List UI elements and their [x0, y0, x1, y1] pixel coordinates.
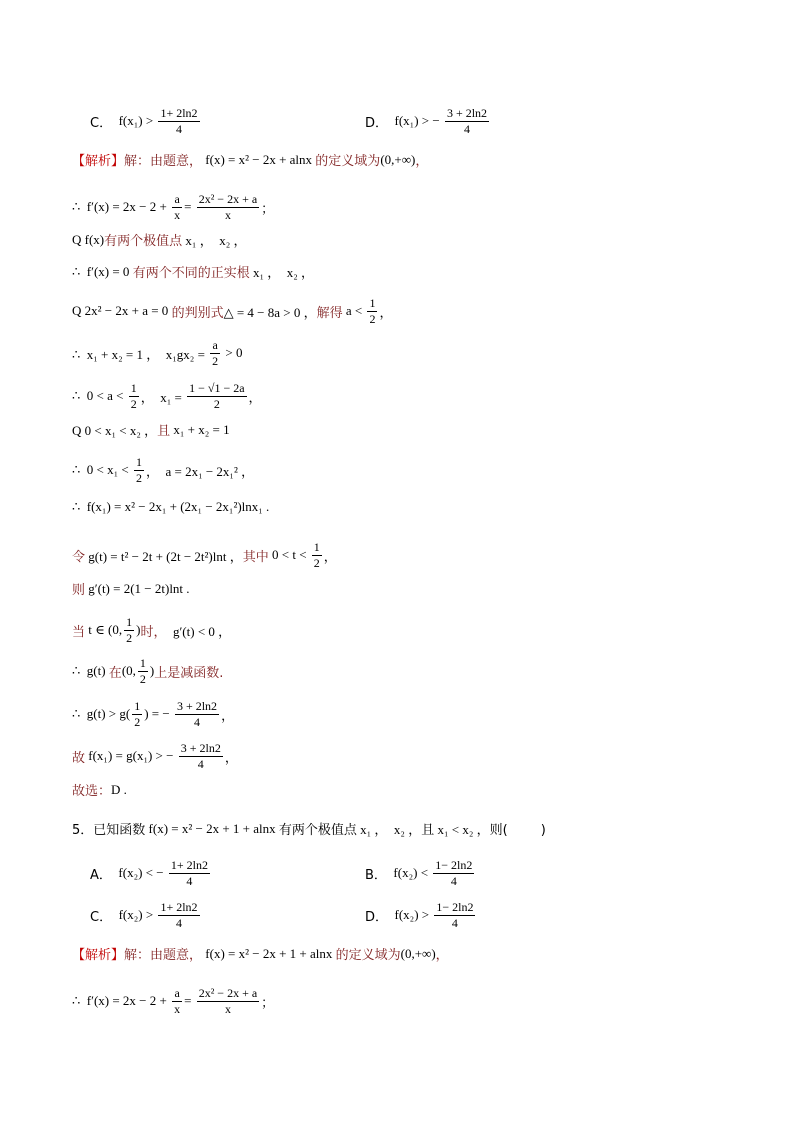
text-segment: 的定义域为 — [335, 948, 401, 963]
text-segment: △ = 4 − 8a > 0 ， — [223, 304, 317, 320]
text-line-l23 — [72, 987, 274, 1015]
text-segment: 解：由题意， — [124, 154, 203, 169]
text-segment: 有两个不同的正实根 — [132, 266, 250, 281]
text-segment: ∴ f(x₁) = x² − 2x₁ + (2x₁ − 2x₁²)lnx₁ . — [72, 499, 270, 514]
text-segment: 有两个极值点 — [104, 234, 183, 249]
text-segment: g′(t) < 0 ， — [166, 623, 232, 639]
fraction-numerator: 1 — [369, 296, 376, 310]
text-segment: 且 — [157, 424, 171, 439]
fraction-numerator: 1+ 2ln2 — [160, 106, 198, 120]
text-segment: 有两个极值点 — [278, 823, 357, 838]
fraction — [172, 987, 182, 1015]
text-segment: = — [184, 993, 195, 1009]
text-segment: ∴ f′(x) = 2x − 2 + — [72, 993, 171, 1009]
text-line-l10 — [72, 456, 254, 484]
fraction-numerator: 3 + 2ln2 — [176, 699, 218, 713]
fraction — [158, 901, 199, 929]
text-line-l21 — [90, 901, 202, 929]
fraction-numerator: a — [174, 986, 180, 1000]
text-segment: 其中 — [242, 549, 269, 565]
fraction-numerator: 1 — [313, 540, 320, 554]
text-segment: 解：由题意， — [124, 948, 203, 963]
text-segment: x₁ < x₂ ， — [434, 822, 490, 837]
fraction-numerator: 3 + 2ln2 — [180, 741, 221, 755]
text-segment: D . — [111, 781, 127, 797]
fraction — [158, 107, 199, 135]
fraction-numerator: 1 — [134, 699, 141, 713]
text-segment: ， — [248, 390, 262, 406]
text-segment: ∴ 0 < x₁ < — [72, 462, 132, 478]
text-segment: (0, — [121, 663, 136, 679]
text-segment: ) = − — [144, 706, 173, 722]
fraction — [434, 901, 475, 929]
text-line-l7 — [72, 339, 243, 367]
fraction — [134, 456, 144, 484]
text-segment: ， a = 2x₁ − 2x₁² ， — [145, 463, 255, 479]
text-segment: f(x₂) > — [388, 907, 433, 923]
text-line-l14 — [72, 616, 231, 644]
fraction-denominator: 2 — [369, 311, 376, 326]
fraction-denominator: x — [174, 1001, 181, 1016]
text-line-l15 — [72, 657, 223, 685]
fraction-denominator: 2 — [130, 396, 137, 411]
text-segment: g′(t) = 2(1 − 2t)lnt . — [85, 580, 190, 596]
fraction — [312, 541, 322, 569]
text-segment: Q 2x² − 2x + a = 0 — [72, 303, 172, 319]
text-segment: ) — [149, 663, 155, 679]
text-line-l17 — [72, 742, 238, 770]
fraction — [132, 700, 142, 728]
text-segment: ∴ g(t) > g( — [72, 706, 131, 722]
fraction-numerator: 1 — [139, 656, 146, 670]
fraction-denominator: x — [224, 1001, 231, 1016]
fraction — [179, 742, 223, 770]
text-line-l2 — [72, 150, 428, 169]
text-segment: ， x₁ = — [140, 389, 186, 405]
fraction-denominator: 2 — [313, 555, 320, 570]
fraction — [124, 616, 134, 644]
text-segment: 【解析】 — [72, 948, 125, 963]
text-segment: D． — [365, 909, 389, 925]
fraction — [367, 297, 377, 325]
text-segment: a < — [342, 303, 366, 319]
fraction-denominator: 4 — [464, 121, 470, 136]
fraction — [169, 859, 210, 887]
text-line-l21b — [365, 901, 477, 929]
fraction-numerator: 2x² − 2x + a — [198, 192, 258, 206]
text-segment: ， — [379, 305, 393, 321]
fraction-numerator: a — [174, 192, 180, 206]
fraction-denominator: 4 — [451, 915, 458, 930]
text-segment: 当 — [72, 624, 86, 640]
fraction — [197, 987, 259, 1015]
text-segment: ； — [261, 995, 275, 1011]
text-segment: ， — [221, 708, 235, 724]
text-segment: C． — [90, 115, 113, 131]
text-segment: 在 — [108, 665, 122, 681]
text-line-l8 — [72, 382, 262, 410]
fraction-numerator: 1 — [126, 615, 133, 629]
fraction-denominator: 4 — [175, 915, 182, 930]
text-segment: ； — [261, 201, 275, 217]
fraction-denominator: 4 — [197, 756, 204, 771]
text-segment: 令 — [72, 549, 86, 565]
text-line-l19 — [72, 819, 546, 838]
text-segment: 则( ) — [489, 823, 546, 838]
fraction-denominator: 4 — [186, 873, 193, 888]
text-segment: x₁ ， x₂ ， — [356, 822, 422, 837]
text-segment: f(x₁) > − — [388, 113, 443, 129]
text-segment: 0 < t < — [268, 547, 310, 563]
fraction-denominator: 2 — [135, 470, 142, 485]
text-line-l20b — [365, 859, 476, 887]
text-segment: ， — [415, 154, 429, 169]
text-line-l4 — [72, 230, 246, 249]
text-segment: 的判别式 — [171, 305, 224, 321]
fraction-denominator: 2 — [213, 396, 220, 411]
fraction-numerator: 1− 2ln2 — [435, 858, 473, 872]
text-segment: f(x) = x² − 2x + 1 + alnx — [145, 820, 279, 836]
fraction-numerator: 1− 2ln2 — [436, 900, 474, 914]
text-segment: (0,+∞) — [400, 945, 436, 961]
text-segment: ∴ 0 < a < — [72, 388, 127, 404]
text-segment: > 0 — [222, 345, 243, 361]
text-line-l22 — [72, 944, 449, 963]
text-segment: f(x₂) > — [112, 907, 157, 923]
text-line-l18 — [72, 780, 127, 799]
text-segment: 故选： — [72, 784, 112, 799]
text-segment: ， — [224, 750, 238, 766]
fraction-numerator: 3 + 2ln2 — [446, 106, 488, 120]
fraction — [129, 382, 139, 410]
text-segment: B． — [365, 867, 387, 883]
fraction — [210, 339, 220, 367]
fraction-denominator: 4 — [450, 873, 457, 888]
text-segment: t ∈ (0, — [85, 622, 123, 638]
text-segment: = — [184, 199, 195, 215]
text-segment: f(x₁) = g(x₁) > − — [85, 748, 177, 764]
text-line-l16 — [72, 700, 234, 728]
text-segment: 且 — [421, 823, 435, 838]
text-segment: g(t) = t² − 2t + (2t − 2t²)lnt ， — [85, 548, 243, 564]
text-line-l6 — [72, 297, 392, 325]
fraction — [433, 859, 474, 887]
fraction-numerator: 1 — [135, 455, 142, 469]
fraction — [445, 107, 489, 135]
fraction-numerator: 1+ 2ln2 — [160, 900, 198, 914]
text-segment: f(x) = x² − 2x + 1 + alnx — [202, 945, 336, 961]
text-line-l1b — [365, 107, 491, 135]
fraction-denominator: 4 — [194, 714, 200, 729]
text-line-l9 — [72, 420, 230, 439]
fraction — [175, 700, 219, 728]
text-segment: 则 — [72, 583, 86, 598]
text-segment: x₁ ， x₂ ， — [249, 265, 315, 280]
text-segment: f(x₂) < − — [111, 865, 167, 881]
text-segment: C． — [90, 909, 113, 925]
text-segment: 时， — [140, 624, 167, 640]
fraction-denominator: x — [224, 207, 231, 222]
fraction-numerator: 2x² − 2x + a — [198, 986, 258, 1000]
text-segment: ∴ f′(x) = 0 — [72, 263, 133, 279]
text-line-l13 — [72, 579, 190, 598]
fraction-denominator: 2 — [212, 353, 219, 368]
fraction-denominator: 2 — [139, 671, 146, 686]
text-segment: ∴ f′(x) = 2x − 2 + — [72, 199, 171, 215]
text-line-l3 — [72, 193, 274, 221]
text-segment: 故 — [72, 750, 86, 766]
text-segment: 上是减函数. — [154, 665, 224, 681]
fraction-numerator: 1+ 2ln2 — [170, 858, 208, 872]
fraction-numerator: 1 − √1 − 2a — [189, 381, 245, 395]
text-segment: f(x₂) < — [386, 865, 432, 881]
fraction-numerator: a — [212, 338, 218, 352]
fraction-numerator: 1 — [130, 381, 137, 395]
fraction — [138, 657, 148, 685]
text-line-l5 — [72, 262, 314, 281]
text-segment: ， — [323, 549, 337, 565]
text-segment: ∴ g(t) — [72, 663, 109, 679]
text-segment: f(x₁) > — [112, 113, 157, 129]
text-segment: x₁ + x₂ = 1 — [170, 421, 230, 437]
text-line-l12 — [72, 541, 337, 569]
fraction-denominator: x — [174, 207, 181, 222]
text-segment: D． — [365, 115, 389, 131]
text-segment: 解得 — [316, 305, 343, 321]
text-segment: 【解析】 — [72, 154, 125, 169]
text-segment: x₁ ， x₂ ， — [182, 233, 247, 248]
text-segment: Q 0 < x₁ < x₂ ， — [72, 423, 158, 438]
text-segment: (0,+∞) — [380, 151, 416, 167]
text-segment: 的定义域为 — [315, 154, 381, 169]
text-segment: A． — [90, 867, 112, 883]
fraction — [172, 193, 182, 221]
text-segment: ∴ x₁ + x₂ = 1 ， x₁gx₂ = — [72, 346, 209, 362]
text-segment: Q f(x) — [72, 231, 105, 247]
text-line-l11 — [72, 499, 269, 515]
text-segment: f(x) = x² − 2x + alnx — [202, 151, 316, 167]
fraction-denominator: 2 — [126, 630, 133, 645]
text-line-l1 — [90, 107, 202, 135]
fraction — [197, 193, 259, 221]
text-segment: ) — [136, 622, 141, 638]
fraction — [187, 382, 246, 410]
text-segment: 5．已知函数 — [72, 823, 146, 838]
fraction-denominator: 2 — [134, 714, 141, 729]
fraction-denominator: 4 — [175, 121, 182, 136]
text-line-l20 — [90, 859, 212, 887]
text-segment: ， — [435, 948, 449, 963]
